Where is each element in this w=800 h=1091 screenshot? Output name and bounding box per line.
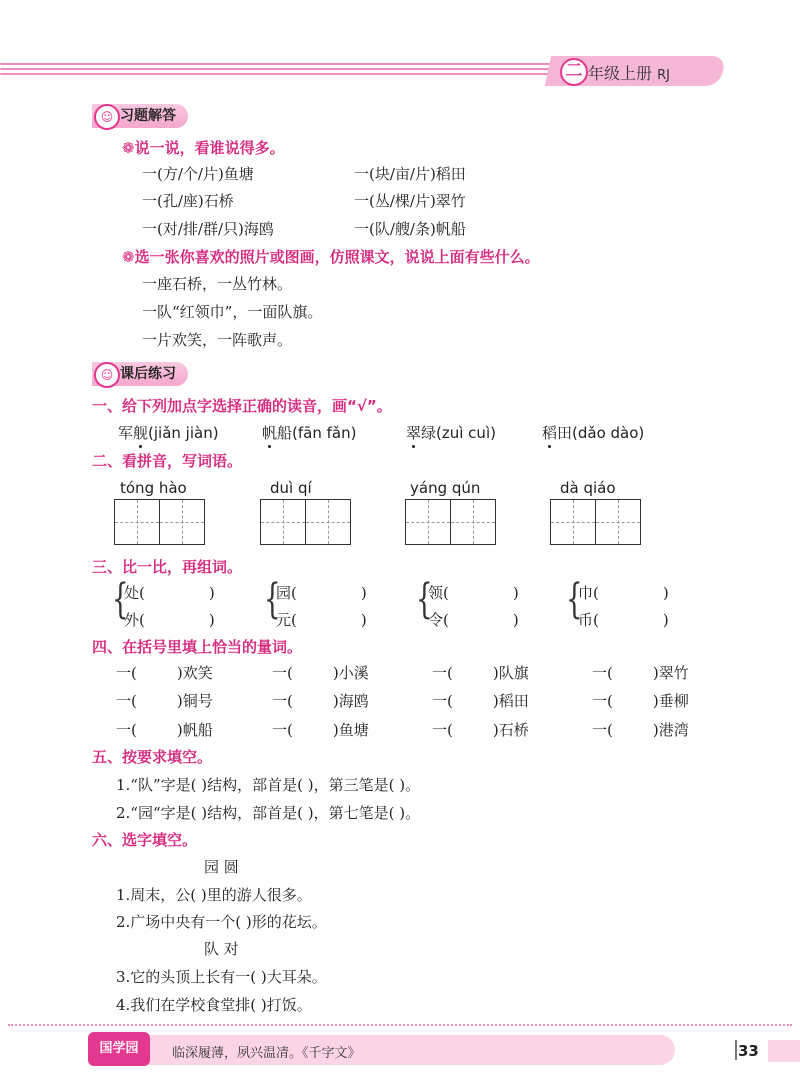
- smiley-icon: ☺: [94, 104, 120, 130]
- footer-quote: 临深履薄，夙兴温凊。《千字文》: [172, 1046, 361, 1061]
- p3-pair-4-b: 币( ): [578, 611, 669, 629]
- page-number: 33: [738, 1042, 759, 1060]
- footer-logo: 国学园: [88, 1032, 150, 1066]
- p6-choice-2: 队 对: [204, 940, 239, 958]
- p1-item-2: 帆船(fān fǎn): [262, 424, 357, 442]
- q1-row-2-a: 一(孔/座)石桥: [142, 192, 234, 210]
- section-badge-exercises: ☺ 课后练习: [92, 362, 188, 386]
- brace-1: {: [112, 576, 129, 624]
- p1-item-4: 稻田(dǎo dào): [542, 424, 645, 442]
- q2-line-3: 一片欢笑，一阵歌声。: [142, 331, 293, 349]
- p4-item: 一( )石桥: [432, 721, 529, 739]
- p2-pinyin-3: yáng qún: [410, 479, 481, 497]
- p5-title: 五、按要求填空。: [92, 748, 213, 766]
- p4-item: 一( )帆船: [116, 721, 213, 739]
- p6-title: 六、选字填空。: [92, 831, 198, 849]
- page-tab: [768, 1040, 800, 1062]
- p1-title: 一、给下列加点字选择正确的读音，画“√”。: [92, 397, 392, 415]
- p3-pair-1-a: 处( ): [124, 584, 215, 602]
- p6-line-1: 1.周末，公( )里的游人很多。: [116, 886, 312, 904]
- page-divider: [735, 1040, 737, 1060]
- brace-3: {: [416, 576, 433, 624]
- grade-label: 年级上册 RJ: [588, 64, 670, 83]
- writing-grid-2[interactable]: [260, 499, 351, 545]
- p5-line-1: 1.“队”字是( )结构，部首是( )，第三笔是( )。: [116, 776, 421, 794]
- q2-line-2: 一队“红领巾”，一面队旗。: [142, 303, 323, 321]
- q1-row-2-b: 一(丛/棵/片)翠竹: [354, 192, 466, 210]
- p4-item: 一( )海鸥: [272, 692, 369, 710]
- p3-pair-3-a: 领( ): [428, 584, 519, 602]
- q1-row-3-b: 一(队/艘/条)帆船: [354, 220, 466, 238]
- p5-line-2: 2.“园“字是( )结构，部首是( )，第七笔是( )。: [116, 804, 421, 822]
- grade-char: 二: [560, 58, 588, 86]
- p4-item: 一( )欢笑: [116, 664, 213, 682]
- p3-pair-1-b: 外( ): [124, 611, 215, 629]
- section-badge-answers: ☺ 习题解答: [92, 104, 188, 128]
- brace-2: {: [264, 576, 281, 624]
- writing-grid-3[interactable]: [405, 499, 496, 545]
- p4-item: 一( )翠竹: [592, 664, 689, 682]
- q1-row-1-a: 一(方/个/片)鱼塘: [142, 165, 254, 183]
- p4-item: 一( )港湾: [592, 721, 689, 739]
- p3-title: 三、比一比，再组词。: [92, 558, 243, 576]
- p2-pinyin-4: dà qiáo: [560, 479, 616, 497]
- q1-row-1-b: 一(块/亩/片)稻田: [354, 165, 466, 183]
- p6-line-3: 3.它的头顶上长有一( )大耳朵。: [116, 968, 327, 986]
- q2-line-1: 一座石桥，一丛竹林。: [142, 275, 293, 293]
- q2-title: ❁选一张你喜欢的照片或图画，仿照课文，说说上面有些什么。: [122, 248, 540, 266]
- p1-item-3: 翠绿(zuì cuì): [406, 424, 496, 442]
- p4-item: 一( )小溪: [272, 664, 369, 682]
- q1-row-3-a: 一(对/排/群/只)海鸥: [142, 220, 274, 238]
- p3-pair-2-b: 元( ): [276, 611, 367, 629]
- p4-item: 一( )队旗: [432, 664, 529, 682]
- header-decor-lines: [0, 63, 560, 77]
- p2-pinyin-2: duì qí: [270, 479, 312, 497]
- footer-divider: [8, 1024, 792, 1026]
- p3-pair-2-a: 园( ): [276, 584, 367, 602]
- p4-item: 一( )铜号: [116, 692, 213, 710]
- p4-item: 一( )稻田: [432, 692, 529, 710]
- p2-title: 二、看拼音，写词语。: [92, 452, 243, 470]
- p4-title: 四、在括号里填上恰当的量词。: [92, 638, 303, 656]
- p1-item-1: 军舰(jiǎn jiàn): [118, 424, 219, 442]
- p4-item: 一( )垂柳: [592, 692, 689, 710]
- p4-item: 一( )鱼塘: [272, 721, 369, 739]
- p3-pair-4-a: 巾( ): [578, 584, 669, 602]
- p6-line-4: 4.我们在学校食堂排( )打饭。: [116, 996, 312, 1014]
- q1-title: ❁说一说，看谁说得多。: [122, 139, 285, 157]
- p6-choice-1: 园 圆: [204, 858, 239, 876]
- writing-grid-1[interactable]: [114, 499, 205, 545]
- p3-pair-3-b: 令( ): [428, 611, 519, 629]
- brace-4: {: [566, 576, 583, 624]
- smiley-icon: ☺: [94, 362, 120, 388]
- p2-pinyin-1: tóng hào: [120, 479, 187, 497]
- p6-line-2: 2.广场中央有一个( )形的花坛。: [116, 913, 327, 931]
- writing-grid-4[interactable]: [550, 499, 641, 545]
